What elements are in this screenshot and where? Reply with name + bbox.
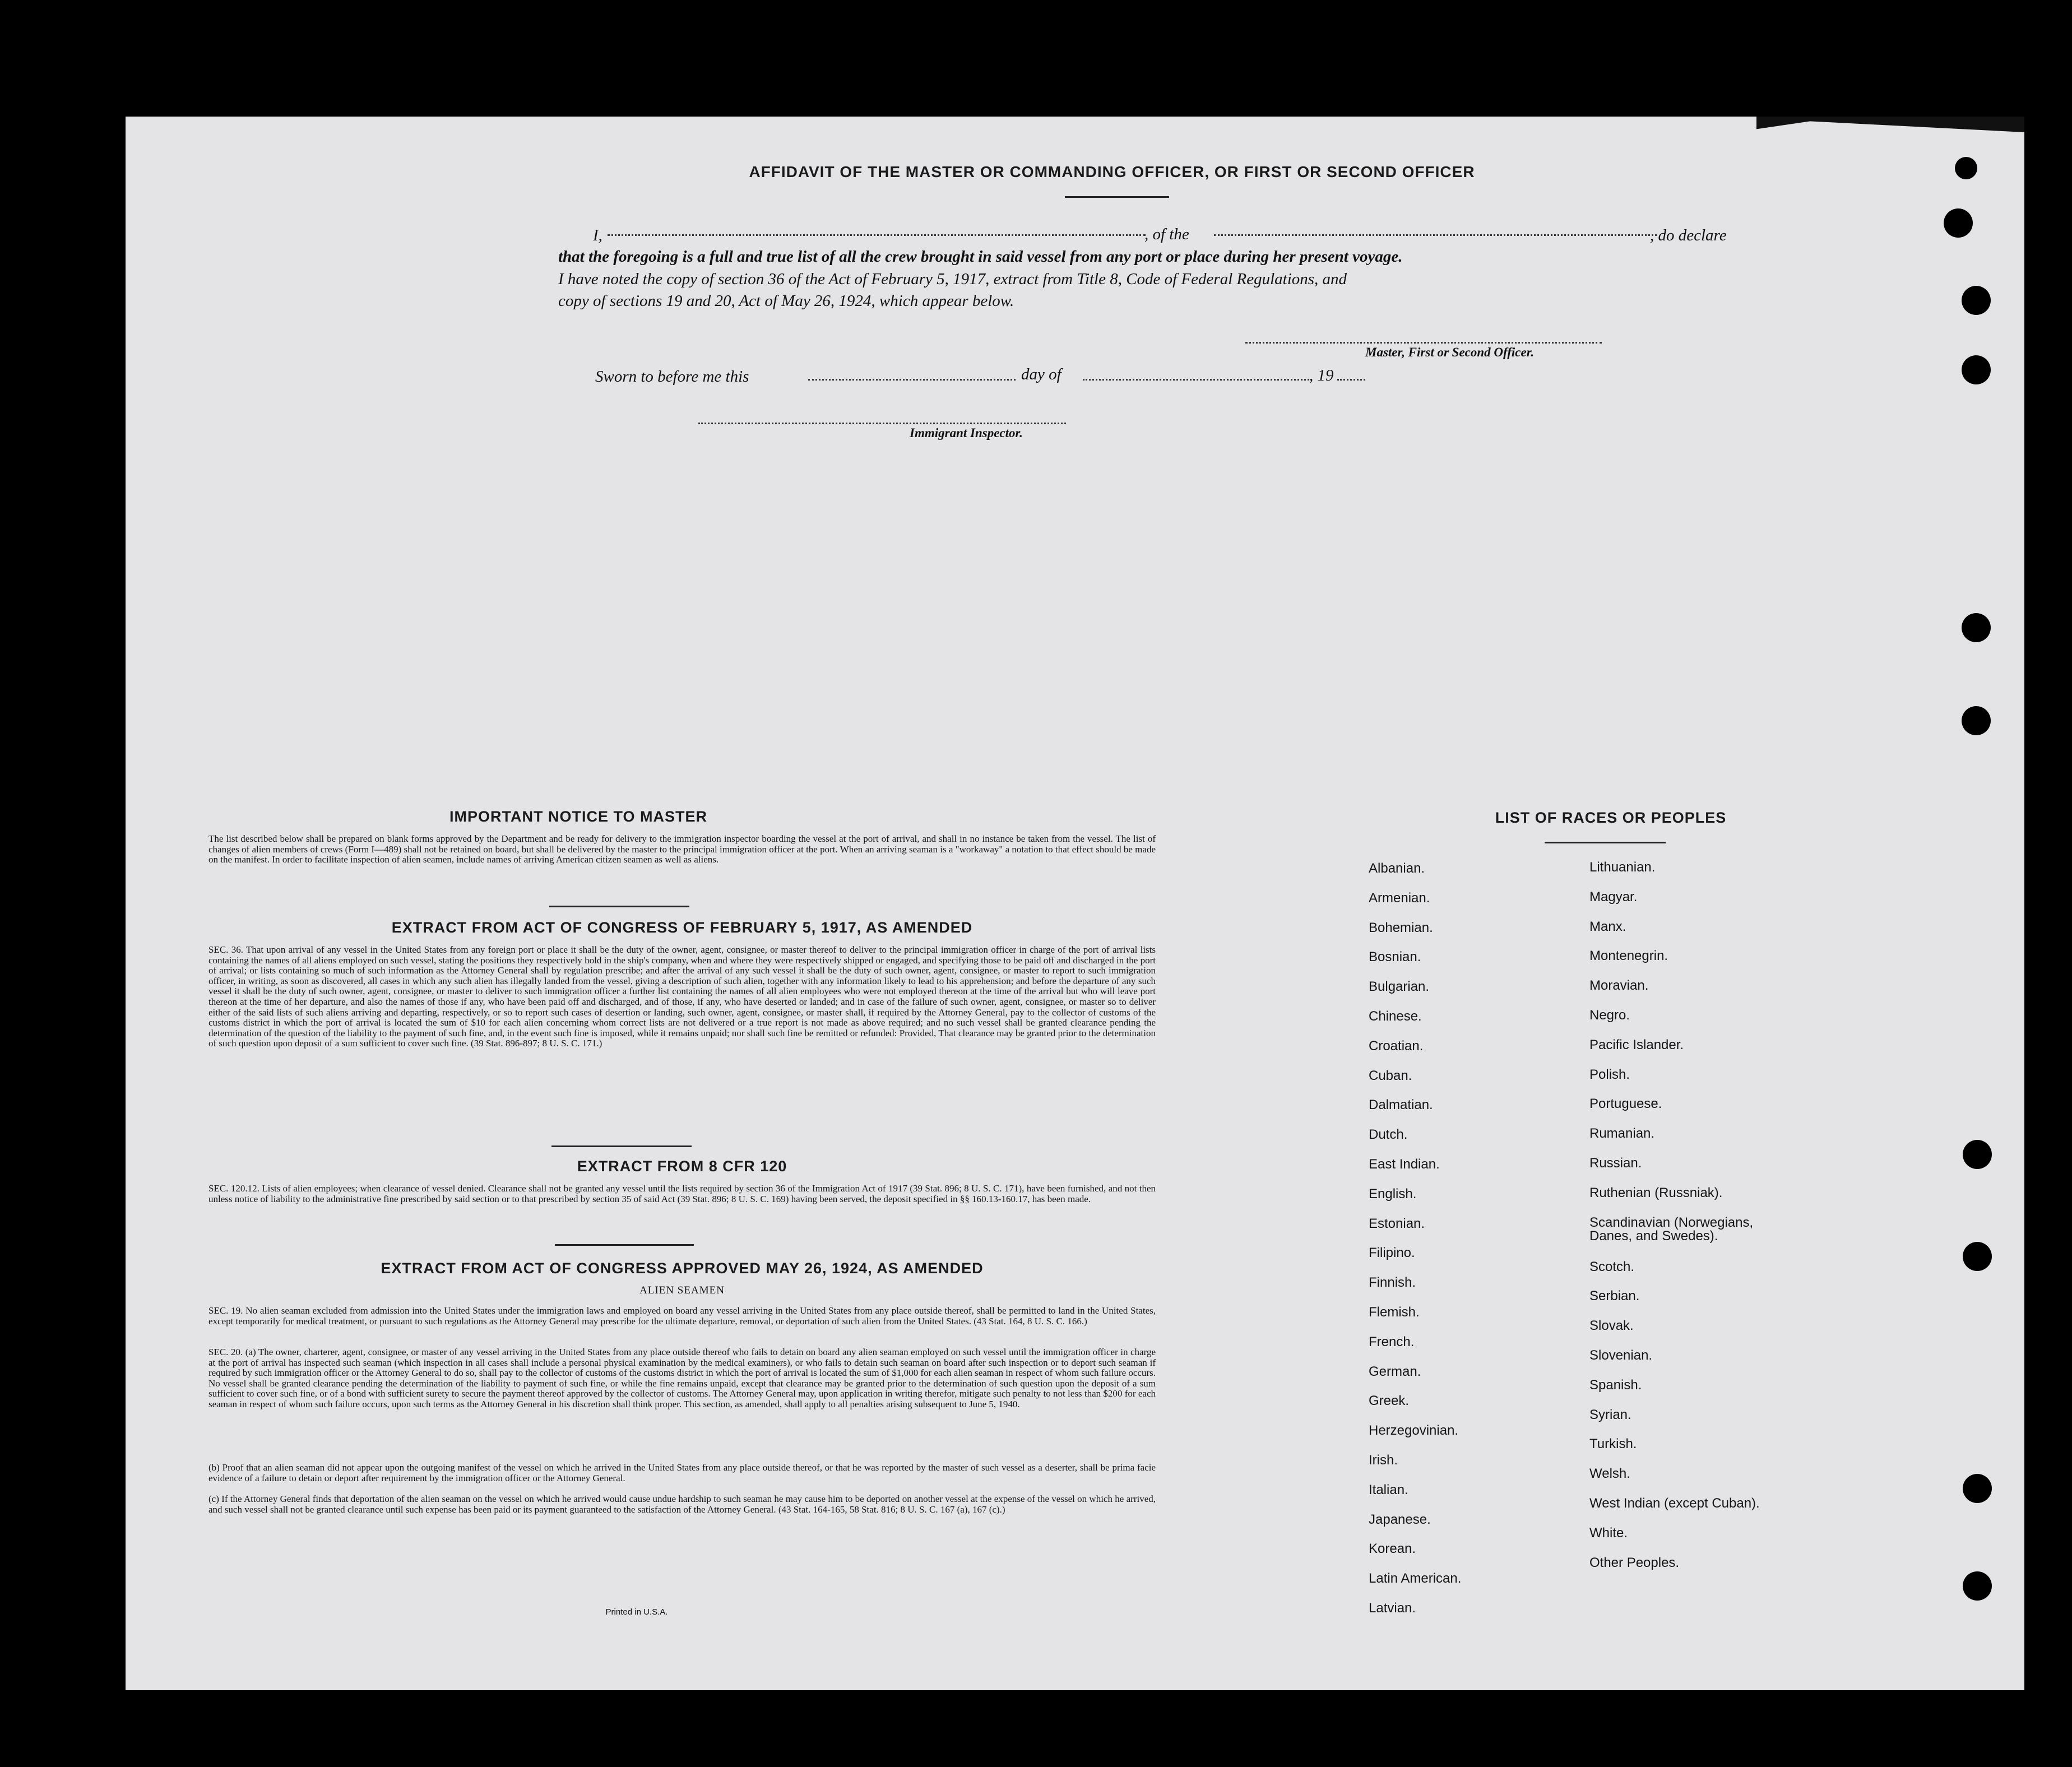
affidavit-line-3: copy of sections 19 and 20, Act of May 26, 1924, which appear below.: [558, 292, 1014, 310]
race-item: Negro.: [1589, 1007, 1630, 1023]
race-item: Bulgarian.: [1369, 979, 1430, 995]
cfr-rule: [555, 1244, 694, 1246]
extract-1917-text: SEC. 36. That upon arrival of any vessel in the United States from any foreign port or place it shall be the duty of the owner, agent, consignee, or master thereof to deliver to the principal immigration officer in charge of the port of arrival lists containing the names of all aliens employed on such vessel, stating the positions they respectively hold in the ship's company, when and where they were respectively shipped or engaged, and specifying those to be paid off and discharged in the port of arrival; or lists containing so much of such information as the Attorney General shall by regulation prescribe; and after the arrival of any such vessel it shall be the duty of such owner, agent, consignee, or master to report to such immigration officer, in writing, as soon as discovered, all cases in which any such alien has illegally landed from the vessel, giving a description of such alien, together with any information likely to lead to his apprehension; and before the departure of any such vessel it shall be the duty of such owner, agent, consignee, or master to deliver to such immigration officer a further list containing the names of all alien employees who were not employed thereon at the time of the arrival but who will leave port thereon at the time of her departure, and also the names of those if any, who have been paid off and discharged, and of those, if any, who have deserted or landed; and in case of the failure of such owner, agent, consignee, or master so to deliver either of the said lists of such aliens arriving and departing, respectively, or so to report such cases of desertion or landing, such owner, agent, consignee, or master shall, if required by the Attorney General, pay to the collector of customs of the customs district in which the port of arrival is located the sum of $10 for each alien concerning whom correct lists are not delivered or a true report is not made as above required; and no such vessel shall be granted clearance pending the determination of the question of the liability to the payment of such fine, and, in the event such fine is imposed, while it remains unpaid; nor shall such fine be remitted or refunded: Provided, That clearance may be granted prior to the determination of such question upon deposit of a sum sufficient to cover such fine. (39 Stat. 896-897; 8 U. S. C. 171.): [208, 944, 1156, 1049]
race-item: Spanish.: [1589, 1377, 1642, 1393]
extract-1917-rule: [551, 1145, 692, 1147]
binder-hole: [1944, 208, 1973, 238]
races-right-column: [1589, 861, 1842, 1585]
sec-20c-text: (c) If the Attorney General finds that deportation of the alien seaman on the vessel on which he arrived would cause undue hardship to such seaman he may cause him to be deported on another vessel at the expense of the vessel on which he arrived, and such vessel shall not be granted clearance until such expense has been paid or its payment guaranteed to the satisfaction of the Attorney General. (43 Stat. 164-165, 58 Stat. 816; 8 U. S. C. 167 (a), 167 (c).): [208, 1494, 1156, 1515]
sworn-label: Sworn to before me this: [595, 368, 749, 386]
extract-1917-title: EXTRACT FROM ACT OF CONGRESS OF FEBRUARY 5, 1917, AS AMENDED: [391, 919, 973, 936]
affidavit-line-2: I have noted the copy of section 36 of the Act of February 5, 1917, extract from Title 8, Code of Federal Regulations, and: [558, 270, 1347, 288]
race-item: Herzegovinian.: [1369, 1423, 1459, 1439]
torn-corner: [1756, 117, 2024, 132]
race-item: Greek.: [1369, 1393, 1410, 1409]
binder-hole: [1962, 613, 1991, 642]
race-item: White.: [1589, 1525, 1628, 1541]
race-item: Scotch.: [1589, 1259, 1635, 1274]
race-item: Slovenian.: [1589, 1347, 1653, 1363]
affidavit-line-1: that the foregoing is a full and true list of all the crew brought in said vessel from any port or place during her present voyage.: [558, 248, 1403, 266]
signature-caption: Master, First or Second Officer.: [1365, 345, 1535, 359]
race-item: Estonian.: [1369, 1216, 1425, 1231]
race-item: Turkish.: [1589, 1436, 1637, 1452]
races-title: LIST OF RACES OR PEOPLES: [1495, 809, 1727, 826]
i-label: I,: [593, 226, 602, 244]
officer-signature-field[interactable]: [1245, 342, 1602, 344]
ship-field[interactable]: [1214, 234, 1657, 236]
binder-hole: [1962, 706, 1991, 735]
race-item: Bosnian.: [1369, 949, 1421, 965]
race-item: Magyar.: [1589, 889, 1638, 905]
race-item: Serbian.: [1589, 1288, 1640, 1304]
race-item: Bohemian.: [1369, 920, 1433, 935]
race-item: Italian.: [1369, 1482, 1408, 1497]
race-item: Latvian.: [1369, 1600, 1416, 1616]
races-title-rule: [1545, 842, 1666, 843]
sworn-day-field[interactable]: [808, 379, 1016, 381]
race-item: Latin American.: [1369, 1571, 1462, 1587]
sec-19-text: SEC. 19. No alien seaman excluded from admission into the United States under the immigration laws and employed on board any vessel arriving in the United States from any place outside thereof, shall be permitted to land in the United States, except temporarily for medical treatment, or pursuant to such regulations as the Attorney General may prescribe for the ultimate departure, removal, or deportation of such alien from the United States. (43 Stat. 164, 8 U. S. C. 166.): [208, 1305, 1156, 1327]
race-item: Armenian.: [1369, 890, 1430, 906]
race-item: Polish.: [1589, 1066, 1630, 1082]
printed-note: Printed in U.S.A.: [605, 1607, 668, 1617]
inspector-caption: Immigrant Inspector.: [910, 426, 1023, 440]
notice-title: IMPORTANT NOTICE TO MASTER: [449, 808, 707, 825]
binder-hole: [1955, 157, 1977, 179]
race-item: Ruthenian (Russniak).: [1589, 1185, 1723, 1200]
sworn-year-field[interactable]: [1337, 379, 1365, 381]
notice-text: The list described below shall be prepared on blank forms approved by the Department and be ready for delivery to the immigration inspector boarding the vessel at the port of arrival, and shall in no instance be taken from the vessel. The list of changes of alien members of crews (Form I—489) shall not be retained on board, but shall be delivered by the master to the principal immigration officer at the port. When an arriving seaman is a "workaway" a notation to that effect should be made on the manifest. In order to facilitate inspection of alien seamen, include names of arriving American citizen seamen as well as aliens.: [208, 833, 1156, 865]
race-item: English.: [1369, 1186, 1417, 1202]
cfr-title: EXTRACT FROM 8 CFR 120: [577, 1158, 787, 1175]
race-item: Syrian.: [1589, 1407, 1631, 1422]
race-item: Dutch.: [1369, 1127, 1408, 1143]
race-item: Scandinavian (Norwegians, Danes, and Swedes).: [1589, 1214, 1754, 1244]
binder-hole: [1962, 286, 1991, 315]
race-item: Slovak.: [1589, 1318, 1634, 1334]
alien-seamen-subtitle: ALIEN SEAMEN: [639, 1284, 725, 1296]
race-item: Filipino.: [1369, 1245, 1415, 1261]
race-item: Irish.: [1369, 1452, 1398, 1468]
binder-hole: [1962, 355, 1991, 384]
binder-hole: [1963, 1140, 1992, 1169]
year-label: , 19: [1309, 367, 1334, 384]
cfr-text: SEC. 120.12. Lists of alien employees; when clearance of vessel denied. Clearance shall not be granted any vessel until the lists required by section 36 of the Immigration Act of 1917 (39 Stat. 896; 8 U. S. C. 171), have been furnished, and not then unless notice of liability to the administrative fine prescribed by said section or to that prescribed by section 35 of said Act (39 Stat. 896; 8 U. S. C. 169) having been served, the deposit specified in §§ 160.13-160.17, has been made.: [208, 1183, 1156, 1204]
sworn-month-field[interactable]: [1083, 379, 1309, 381]
race-item: West Indian (except Cuban).: [1589, 1495, 1760, 1511]
race-item: Welsh.: [1589, 1466, 1630, 1482]
race-item: Moravian.: [1589, 978, 1649, 994]
inspector-signature-field[interactable]: [698, 423, 1066, 424]
race-item: Albanian.: [1369, 861, 1425, 876]
race-item: Lithuanian.: [1589, 860, 1656, 875]
race-item: Montenegrin.: [1589, 948, 1668, 964]
race-item: German.: [1369, 1363, 1421, 1379]
affidavit-title: AFFIDAVIT OF THE MASTER OR COMMANDING OFFICER, OR FIRST OR SECOND OFFICER: [749, 163, 1475, 180]
sec-20a-text: SEC. 20. (a) The owner, charterer, agent, consignee, or master of any vessel arriving in the United States from any place outside thereof who fails to detain on board any alien seaman employed on such vessel until the immigration officer in charge at the port of arrival has inspected such seaman (which inspection in all cases shall include a personal physical examination by the medical examiners), or who fails to detain such seaman on board after such inspection or to deport such seaman if required by such immigration officer or the Attorney General to do so, shall pay to the collector of customs of the customs district in which the port of arrival is located the sum of $1,000 for each alien seaman in respect of whom such failure occurs. No vessel shall be granted clearance pending the determination of the liability to payment of such fine, or while the fine remains unpaid, except that clearance may be granted prior to the determination of such question upon the deposit of a sum sufficient to cover such fine, or of a bond with sufficient surety to secure the payment thereof approved by the collector of customs. The Attorney General may, upon application in writing therefor, mitigate such penalty to not less than $200 for each seaman in respect of whom such failure occurs, upon such terms as the Attorney General in his discretion shall think proper. This section, as amended, shall apply to all penalties arising subsequent to June 5, 1940.: [208, 1347, 1156, 1409]
binder-hole: [1963, 1571, 1992, 1601]
race-item: Dalmatian.: [1369, 1097, 1433, 1113]
binder-hole: [1963, 1242, 1992, 1271]
race-item: Portuguese.: [1589, 1096, 1662, 1112]
race-item: Pacific Islander.: [1589, 1037, 1684, 1052]
race-item: Russian.: [1589, 1155, 1642, 1171]
name-field[interactable]: [608, 234, 1146, 236]
race-item: Other Peoples.: [1589, 1555, 1680, 1570]
binder-hole: [1963, 1474, 1992, 1503]
race-item: Finnish.: [1369, 1275, 1416, 1291]
declare-label: , do declare: [1650, 226, 1727, 244]
day-of-label: day of: [1021, 365, 1062, 383]
race-item: Chinese.: [1369, 1008, 1422, 1024]
race-item: East Indian.: [1369, 1156, 1440, 1172]
race-item: Flemish.: [1369, 1304, 1420, 1320]
extract-1924-title: EXTRACT FROM ACT OF CONGRESS APPROVED MAY 26, 1924, AS AMENDED: [381, 1260, 984, 1277]
race-item: Korean.: [1369, 1541, 1416, 1557]
of-the-label: , of the: [1144, 225, 1189, 243]
race-item: Rumanian.: [1589, 1126, 1655, 1142]
race-item: Japanese.: [1369, 1511, 1431, 1527]
race-item: Croatian.: [1369, 1038, 1424, 1054]
sec-20b-text: (b) Proof that an alien seaman did not appear upon the outgoing manifest of the vessel on which he arrived in the United States from any place outside thereof, or that he was reported by the master of such vessel as a deserter, shall be prima facie evidence of a failure to detain or deport after requirement by the immigration officer or the Attorney General.: [208, 1462, 1156, 1483]
race-item: Manx.: [1589, 919, 1626, 934]
notice-rule: [549, 906, 689, 907]
form-page: [126, 117, 2024, 1690]
race-item: French.: [1369, 1334, 1415, 1349]
affidavit-title-rule: [1065, 196, 1169, 198]
race-item: Cuban.: [1369, 1068, 1412, 1083]
races-left-column: [1369, 862, 1582, 1631]
